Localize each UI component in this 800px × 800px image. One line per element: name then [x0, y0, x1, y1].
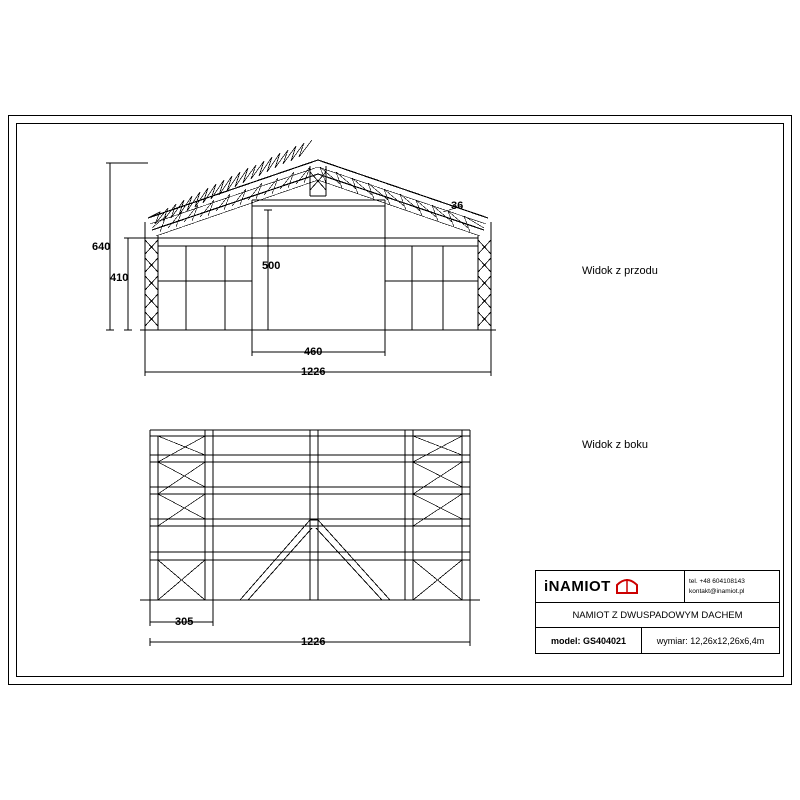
dim-front-door-height: 500 — [262, 260, 281, 272]
brand-logo — [536, 574, 684, 599]
tent-arch-icon — [614, 574, 640, 599]
contact-info — [684, 571, 779, 602]
title-block — [535, 570, 780, 654]
view-title-front: Widok z przodu — [582, 265, 658, 277]
product-name: NAMIOT Z DWUSPADOWYM DACHEM — [536, 603, 779, 628]
dim-front-total-height: 640 — [92, 241, 111, 253]
dim-front-eave-detail: 36 — [451, 200, 464, 212]
view-title-side: Widok z boku — [582, 439, 649, 451]
title-block-spec-row — [536, 628, 779, 654]
dim-side-total-length: 1226 — [301, 636, 326, 648]
title-block-brand-row — [536, 571, 779, 603]
brand-name: iNAMIOT — [544, 578, 611, 595]
dim-front-wall-height: 410 — [110, 272, 129, 284]
dim-front-total-width: 1226 — [301, 366, 326, 378]
dim-side-bay-width: 305 — [175, 616, 194, 628]
contact-phone: tel. +48 604108143 — [689, 577, 745, 585]
model-label: model: GS404021 — [536, 628, 642, 654]
dim-front-door-width: 460 — [304, 346, 323, 358]
contact-email: kontakt@inamiot.pl — [689, 587, 745, 595]
size-label: wymiar: 12,26x12,26x6,4m — [656, 636, 765, 646]
